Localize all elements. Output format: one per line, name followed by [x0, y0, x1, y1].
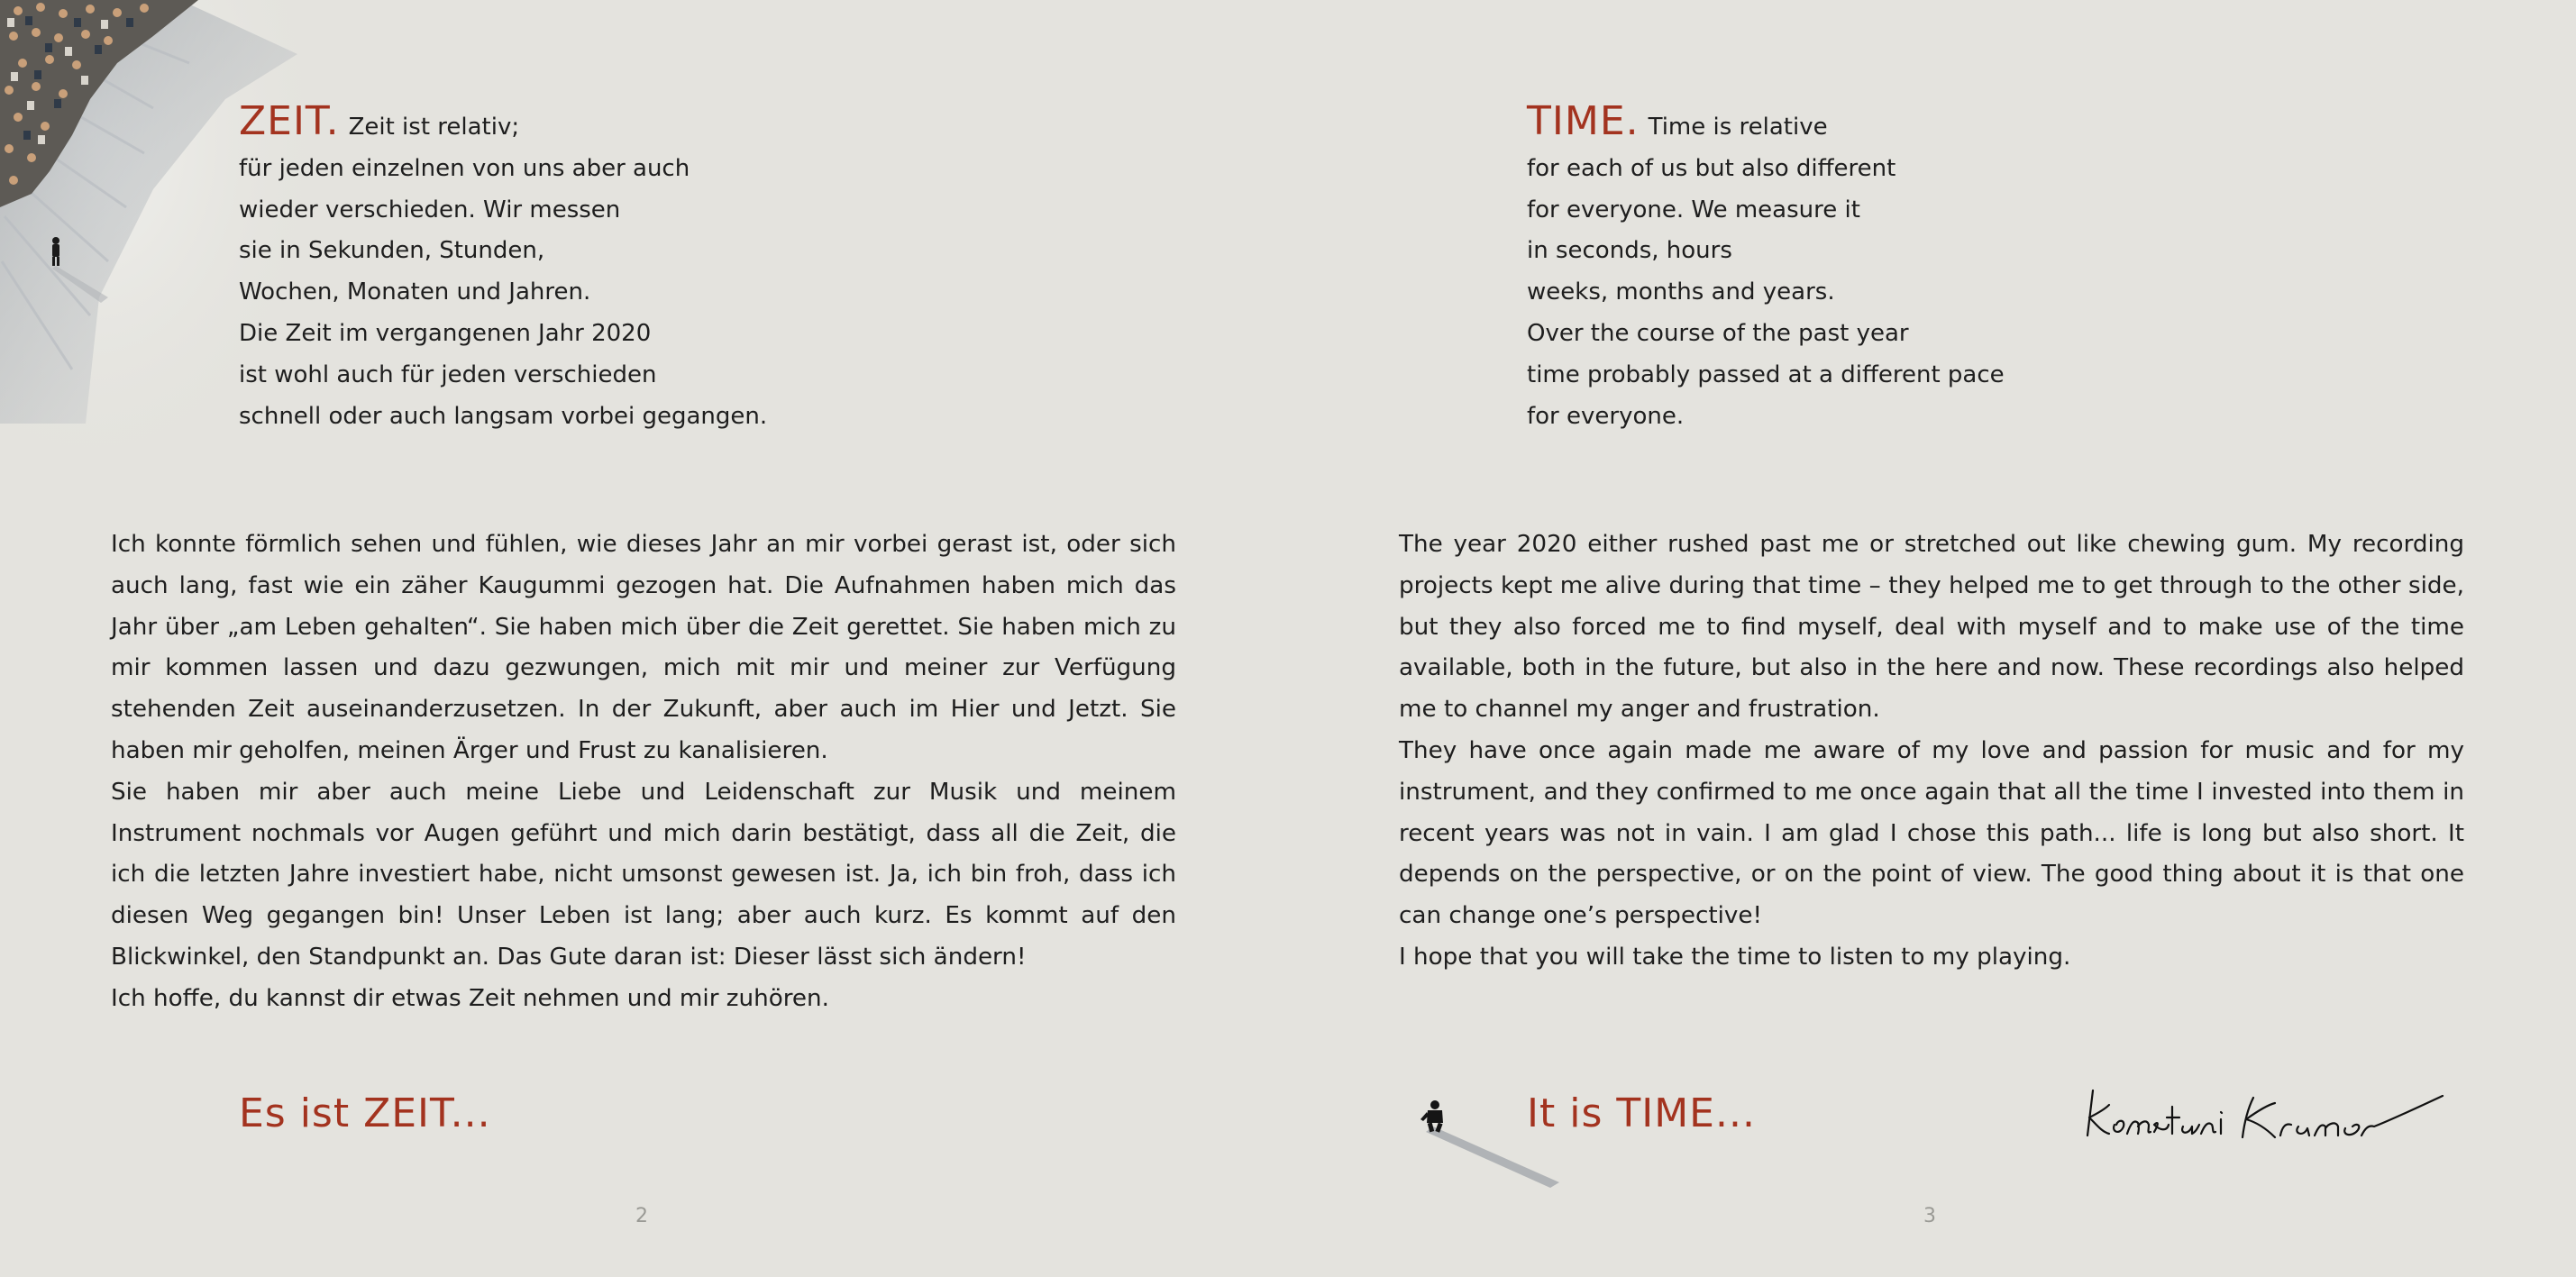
- body-text: [111, 524, 1176, 1020]
- poem-line: sie in Sekunden, Stunden,: [239, 237, 545, 265]
- poem-line: time probably passed at a different pace: [1527, 360, 2005, 388]
- body-paragraph: Ich hoffe, du kannst dir etwas Zeit nehmen und mir zuhören.: [111, 984, 829, 1012]
- poem-line: Over the course of the past year: [1527, 319, 1909, 347]
- body-paragraph: They have once again made me aware of my love and passion for music and for my instrument, and they confirmed to me once again that all the time I invested into them in recent years was not in vain. I am glad I chose this path... life is long but also short. It depends on the perspective, or on the point of view. The good thing about it is that one can change one’s perspective!: [1399, 736, 2464, 930]
- poem: [239, 98, 768, 437]
- body-paragraph: The year 2020 either rushed past me or stretched out like chewing gum. My recording projects kept me alive during that time – they helped me to get through to the other side, but they also forced me to find myself, deal with myself and to make use of the time available, both in the future, but also in the here and now. These recordings also helped me to channel my anger and frustration.: [1399, 531, 2464, 724]
- poem-line: weeks, months and years.: [1527, 278, 1835, 306]
- poem-line: Die Zeit im vergangenen Jahr 2020: [239, 319, 652, 347]
- poem-line: für jeden einzelnen von uns aber auch: [239, 154, 690, 182]
- body-text: [1399, 524, 2464, 979]
- poem-line: in seconds, hours: [1527, 237, 1732, 265]
- poem: [1527, 98, 2005, 437]
- page-number: 3: [1923, 1205, 1936, 1227]
- poem-line: [1527, 98, 2005, 149]
- handwritten-signature: [2082, 1072, 2461, 1172]
- poem-heading: ZEIT.: [239, 98, 340, 144]
- poem-line: for everyone. We measure it: [1527, 196, 1860, 223]
- poem-line: for everyone.: [1527, 402, 1685, 430]
- poem-line: [239, 98, 767, 149]
- poem-line: wieder verschieden. Wir messen: [239, 196, 621, 223]
- poem-line-text: Zeit ist relativ;: [348, 114, 520, 141]
- body-paragraph: Sie haben mir aber auch meine Liebe und Leidenschaft zur Musik und meinem Instrument nochmals vor Augen geführt und mich darin bestätigt, dass all die Zeit, die ich die letzten Jahre investiert habe, nicht umsonst gewesen ist. Ja, ich bin froh, dass ich diesen Weg gegangen bin! Unser Leben ist lang; aber auch kurz. Es kommt auf den Blickwinkel, den Standpunkt an. Das Gute daran ist: Dieser lässt sich ändern!: [111, 778, 1176, 971]
- page-number: 2: [635, 1205, 648, 1227]
- poem-line: schnell oder auch langsam vorbei gegangen.: [239, 402, 768, 430]
- body-paragraph: I hope that you will take the time to listen to my playing.: [1399, 943, 2071, 971]
- body-paragraph: Ich konnte förmlich sehen und fühlen, wie dieses Jahr an mir vorbei gerast ist, oder sich auch lang, fast wie ein zäher Kaugummi gezogen hat. Die Aufnahmen haben mich das Jahr über „am Leben gehalten“. Sie haben mich über die Zeit gerettet. Sie haben mich zu mir kommen lassen und dazu gezwungen, mich mit mir und meiner zur Verfügung stehenden Zeit auseinanderzusetzen. In der Zukunft, aber auch im Hier und Jetzt. Sie haben mir geholfen, meinen Ärger und Frust zu kanalisieren.: [111, 531, 1176, 764]
- poem-line: ist wohl auch für jeden verschieden: [239, 360, 657, 388]
- poem-line: for each of us but also different: [1527, 154, 1896, 182]
- poem-line: Wochen, Monaten und Jahren.: [239, 278, 591, 306]
- closing-line: It is TIME...: [1527, 1090, 1756, 1136]
- poem-heading: TIME.: [1527, 98, 1640, 144]
- walking-person-illustration: [1415, 1096, 1577, 1195]
- poem-line-text: Time is relative: [1648, 114, 1828, 141]
- closing-line: Es ist ZEIT...: [239, 1090, 491, 1136]
